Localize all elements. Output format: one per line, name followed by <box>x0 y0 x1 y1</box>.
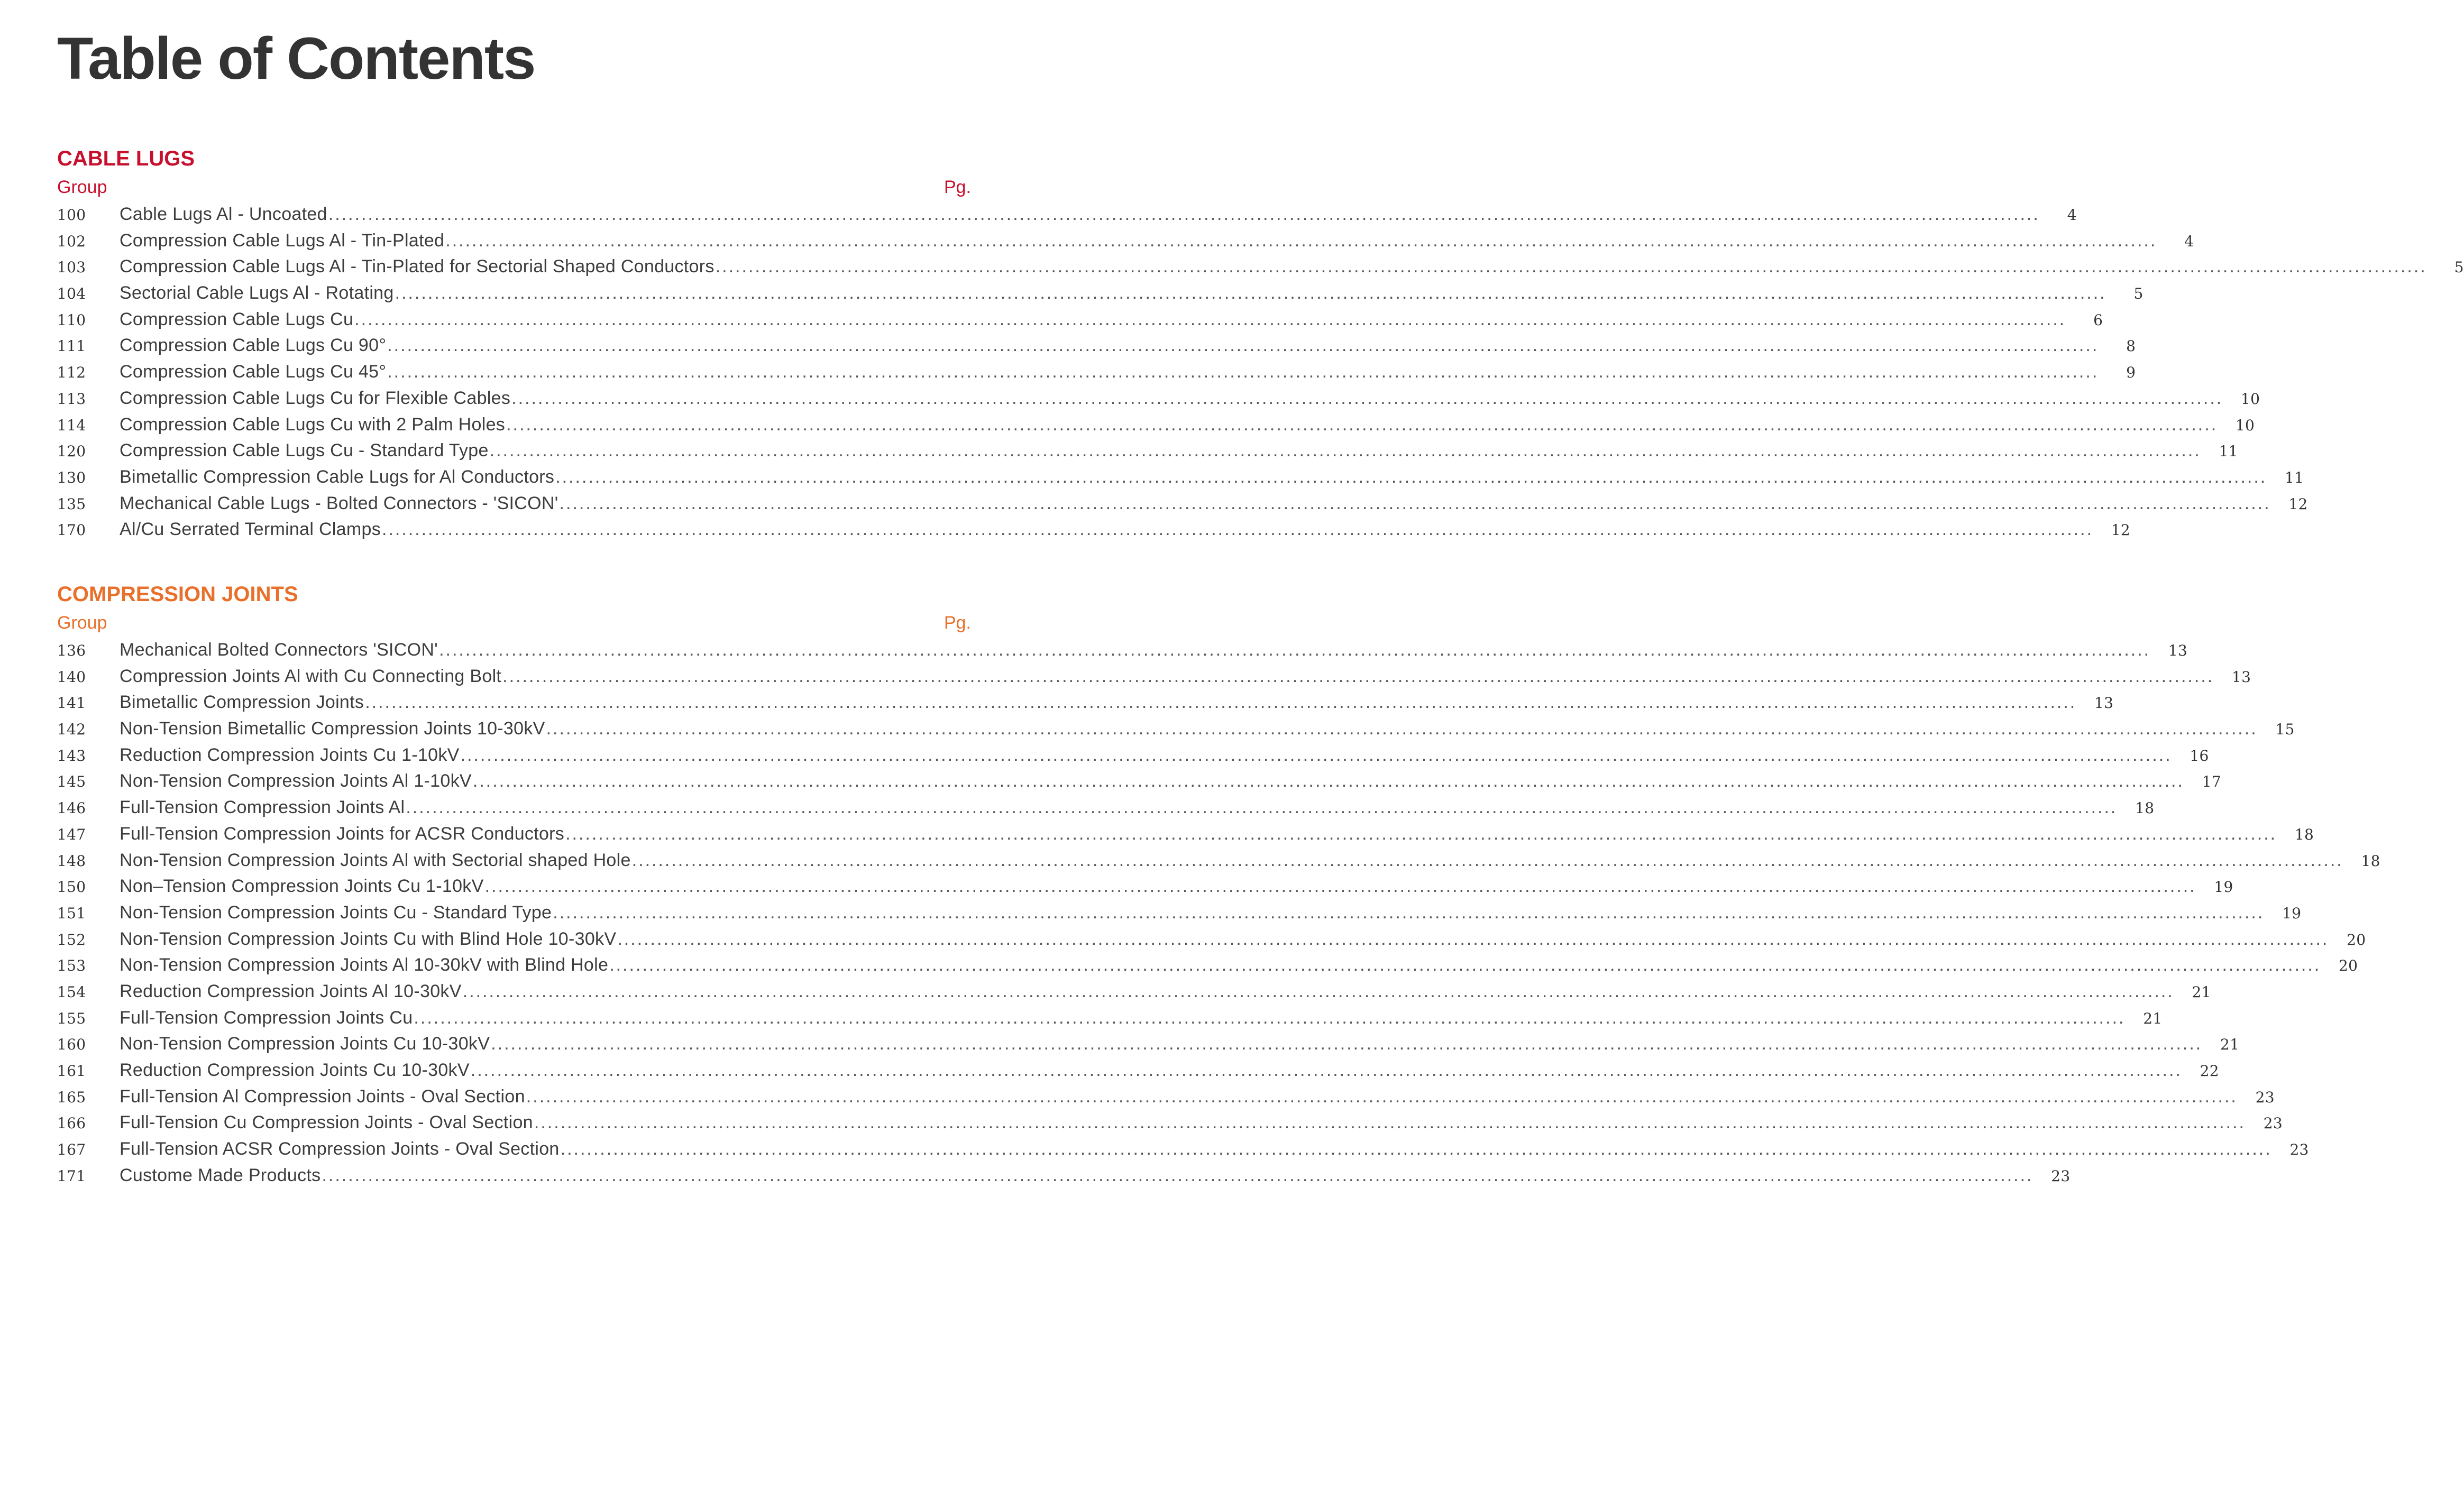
page-number: 17 <box>2202 773 2221 791</box>
entry-title[interactable]: Reduction Compression Joints Cu 10-30kV <box>120 1060 470 1080</box>
group-code: 154 <box>57 983 86 1001</box>
toc-entry[interactable] <box>57 359 2136 385</box>
group-code: 113 <box>57 390 86 408</box>
entry-title[interactable]: Compression Cable Lugs Cu 90° <box>120 335 387 356</box>
page-number: 23 <box>2051 1167 2071 1185</box>
entry-title[interactable]: Bimetallic Compression Joints <box>120 692 364 713</box>
page-number: 6 <box>2093 311 2103 329</box>
toc-entry[interactable] <box>57 637 2188 664</box>
toc-entry[interactable] <box>57 1163 2071 1189</box>
toc-entry[interactable] <box>57 821 2314 848</box>
group-code: 148 <box>57 852 86 870</box>
toc-list <box>57 201 2464 543</box>
dot-leader: .................................................................................................................................................................................................................................................................... <box>609 955 2321 975</box>
dot-leader: .................................................................................................................................................................................................................................................................... <box>555 466 2267 487</box>
dot-leader: .................................................................................................................................................................................................................................................................... <box>387 335 2099 356</box>
entry-title[interactable]: Non-Tension Compression Joints Al 1-10kV <box>120 771 472 791</box>
entry-title[interactable]: Compression Cable Lugs Al - Tin-Plated <box>120 230 445 251</box>
group-code: 103 <box>57 259 86 277</box>
entry-title[interactable]: Full-Tension Compression Joints for ACSR Conductors <box>120 823 565 844</box>
group-code: 114 <box>57 416 86 434</box>
group-code: 136 <box>57 642 86 659</box>
page-number: 12 <box>2288 495 2308 513</box>
page-number: 4 <box>2067 206 2077 224</box>
toc-entry[interactable] <box>57 517 2131 543</box>
group-code: 167 <box>57 1141 86 1159</box>
dot-leader: .................................................................................................................................................................................................................................................................... <box>511 388 2223 408</box>
dot-leader: .................................................................................................................................................................................................................................................................... <box>489 440 2201 461</box>
toc-entry[interactable] <box>57 228 2194 254</box>
toc-entry[interactable] <box>57 333 2136 359</box>
group-code: 112 <box>57 364 86 382</box>
entry-title[interactable]: Non-Tension Bimetallic Compression Joints 10-30kV <box>120 719 545 739</box>
page-number: 15 <box>2275 721 2295 739</box>
group-code: 135 <box>57 495 86 513</box>
toc-entry[interactable] <box>57 716 2295 742</box>
section-title: CABLE LUGS <box>57 147 195 170</box>
toc-entry[interactable] <box>57 1136 2309 1163</box>
toc-entry[interactable] <box>57 307 2103 333</box>
dot-leader: .................................................................................................................................................................................................................................................................... <box>502 666 2214 686</box>
page-number: 5 <box>2133 285 2144 303</box>
toc-entry[interactable] <box>57 952 2358 979</box>
entry-title[interactable]: Full-Tension Al Compression Joints - Oval Section <box>120 1086 525 1107</box>
page-number: 18 <box>2361 852 2380 870</box>
section-compression-joints <box>57 579 2380 1189</box>
group-code: 161 <box>57 1062 86 1080</box>
page-number: 23 <box>2255 1088 2275 1106</box>
dot-leader: .................................................................................................................................................................................................................................................................... <box>565 823 2277 844</box>
entry-title[interactable]: Non–Tension Compression Joints Cu 1-10kV <box>120 876 484 897</box>
entry-title[interactable]: Mechanical Cable Lugs - Bolted Connectors - 'SICON' <box>120 493 558 513</box>
group-code: 100 <box>57 206 86 224</box>
dot-leader: .................................................................................................................................................................................................................................................................... <box>406 797 2118 818</box>
page-number: 9 <box>2126 364 2136 382</box>
toc-entry[interactable] <box>57 1031 2240 1057</box>
group-code: 151 <box>57 904 86 922</box>
entry-title[interactable]: Reduction Compression Joints Al 10-30kV <box>120 981 462 1001</box>
page-number: 12 <box>2111 521 2131 539</box>
group-code: 160 <box>57 1036 86 1054</box>
dot-leader: .................................................................................................................................................................................................................................................................... <box>354 309 2066 329</box>
dot-leader: .................................................................................................................................................................................................................................................................... <box>534 1112 2246 1133</box>
page-number: 11 <box>2219 443 2238 461</box>
dot-leader: .................................................................................................................................................................................................................................................................... <box>484 876 2196 897</box>
dot-leader: .................................................................................................................................................................................................................................................................... <box>472 771 2184 791</box>
group-code: 143 <box>57 747 86 765</box>
dot-leader: .................................................................................................................................................................................................................................................................... <box>560 1139 2272 1159</box>
entry-title[interactable]: Full-Tension Compression Joints Al <box>120 797 405 818</box>
group-code: 155 <box>57 1009 86 1027</box>
group-code: 110 <box>57 311 86 329</box>
dot-leader: .................................................................................................................................................................................................................................................................... <box>462 981 2174 1001</box>
group-code: 120 <box>57 443 86 461</box>
page-number: 20 <box>2347 931 2366 948</box>
dot-leader: .................................................................................................................................................................................................................................................................... <box>322 1165 2034 1185</box>
group-code: 170 <box>57 521 86 539</box>
entry-title[interactable]: Al/Cu Serrated Terminal Clamps <box>120 519 381 540</box>
page-number: 13 <box>2231 668 2251 686</box>
page-number: 8 <box>2126 337 2136 355</box>
toc-entry[interactable] <box>57 1057 2219 1084</box>
group-code: 111 <box>57 337 86 355</box>
group-code: 140 <box>57 668 86 686</box>
dot-leader: .................................................................................................................................................................................................................................................................... <box>546 719 2258 739</box>
page-number: 16 <box>2190 747 2209 765</box>
group-code: 165 <box>57 1088 86 1106</box>
group-code: 130 <box>57 468 86 486</box>
page-number: 20 <box>2339 957 2358 975</box>
page-number: 21 <box>2192 983 2211 1001</box>
group-code: 150 <box>57 878 86 896</box>
toc-entry[interactable] <box>57 438 2238 464</box>
entry-title[interactable]: Non-Tension Compression Joints Cu - Standard Type <box>120 902 552 923</box>
page-number: 21 <box>2220 1036 2240 1054</box>
dot-leader: .................................................................................................................................................................................................................................................................... <box>439 640 2151 660</box>
entry-title[interactable]: Non-Tension Compression Joints Al with Sectorial shaped Hole <box>120 850 631 870</box>
dot-leader: .................................................................................................................................................................................................................................................................... <box>631 850 2343 870</box>
page-column-label: Pg. <box>944 613 971 633</box>
dot-leader: .................................................................................................................................................................................................................................................................... <box>526 1086 2238 1107</box>
entry-title[interactable]: Non-Tension Compression Joints Cu with Blind Hole 10-30kV <box>120 928 617 949</box>
dot-leader: .................................................................................................................................................................................................................................................................... <box>470 1060 2182 1080</box>
dot-leader: .................................................................................................................................................................................................................................................................... <box>553 902 2265 923</box>
page-title: Table of Contents <box>57 25 535 91</box>
entry-title[interactable]: Custome Made Products <box>120 1165 321 1185</box>
entry-title[interactable]: Non-Tension Compression Joints Cu 10-30kV <box>120 1034 490 1054</box>
toc-entry[interactable] <box>57 1084 2275 1110</box>
toc-entry[interactable] <box>57 464 2304 491</box>
group-code: 142 <box>57 721 86 739</box>
toc-entry[interactable] <box>57 873 2233 900</box>
toc-entry[interactable] <box>57 664 2251 690</box>
toc-entry[interactable] <box>57 491 2308 517</box>
toc-entry[interactable] <box>57 1110 2283 1136</box>
entry-title[interactable]: Cable Lugs Al - Uncoated <box>120 204 327 224</box>
entry-title[interactable]: Sectorial Cable Lugs Al - Rotating <box>120 283 394 303</box>
toc-entry[interactable] <box>57 900 2302 926</box>
entry-title[interactable]: Compression Cable Lugs Cu for Flexible Cables <box>120 388 511 408</box>
entry-title[interactable]: Mechanical Bolted Connectors 'SICON' <box>120 640 438 660</box>
page-number: 10 <box>2235 416 2255 434</box>
toc-entry[interactable] <box>57 280 2144 307</box>
toc-entry[interactable] <box>57 201 2077 228</box>
page-number: 13 <box>2094 694 2114 712</box>
toc-entry[interactable] <box>57 795 2155 821</box>
group-code: 141 <box>57 694 86 712</box>
toc-list <box>57 637 2380 1189</box>
toc-entry[interactable] <box>57 1005 2163 1031</box>
entry-title[interactable]: Compression Joints Al with Cu Connecting Bolt <box>120 666 502 686</box>
page-number: 19 <box>2282 904 2302 922</box>
page-number: 4 <box>2184 232 2194 250</box>
dot-leader: .................................................................................................................................................................................................................................................................... <box>365 692 2077 713</box>
entry-title[interactable]: Full-Tension Compression Joints Cu <box>120 1007 413 1028</box>
page-number: 5 <box>2454 259 2464 277</box>
group-code: 145 <box>57 773 86 791</box>
group-code: 153 <box>57 957 86 975</box>
toc-entry[interactable] <box>57 926 2366 953</box>
dot-leader: .................................................................................................................................................................................................................................................................... <box>617 928 2329 949</box>
entry-title[interactable]: Compression Cable Lugs Cu 45° <box>120 362 387 382</box>
group-code: 104 <box>57 285 86 303</box>
dot-leader: .................................................................................................................................................................................................................................................................... <box>414 1007 2126 1028</box>
dot-leader: .................................................................................................................................................................................................................................................................... <box>491 1034 2203 1054</box>
dot-leader: .................................................................................................................................................................................................................................................................... <box>559 493 2271 513</box>
column-header <box>57 174 971 200</box>
page-column-label: Pg. <box>944 177 971 197</box>
group-code: 152 <box>57 931 86 948</box>
toc-entry[interactable] <box>57 385 2260 412</box>
entry-title[interactable]: Compression Cable Lugs Cu <box>120 309 354 329</box>
dot-leader: .................................................................................................................................................................................................................................................................... <box>382 519 2094 540</box>
section-cable-lugs <box>57 144 2464 543</box>
group-column-label: Group <box>57 613 107 633</box>
entry-title[interactable]: Compression Cable Lugs Al - Tin-Plated for Sectorial Shaped Conductors <box>120 256 715 277</box>
group-code: 146 <box>57 799 86 817</box>
page-number: 19 <box>2214 878 2233 896</box>
entry-title[interactable]: Compression Cable Lugs Cu with 2 Palm Holes <box>120 414 506 435</box>
dot-leader: .................................................................................................................................................................................................................................................................... <box>395 283 2106 303</box>
page-number: 10 <box>2240 390 2260 408</box>
page-number: 23 <box>2263 1115 2283 1132</box>
page-number: 23 <box>2289 1141 2309 1159</box>
dot-leader: .................................................................................................................................................................................................................................................................... <box>328 204 2040 224</box>
entry-title[interactable]: Non-Tension Compression Joints Al 10-30kV with Blind Hole <box>120 955 609 975</box>
page-number: 13 <box>2168 642 2188 659</box>
entry-title[interactable]: Full-Tension Cu Compression Joints - Oval Section <box>120 1112 533 1133</box>
dot-leader: .................................................................................................................................................................................................................................................................... <box>506 414 2218 435</box>
column-header <box>57 610 971 636</box>
toc-entry[interactable] <box>57 689 2114 716</box>
group-code: 166 <box>57 1115 86 1132</box>
page-number: 21 <box>2143 1009 2163 1027</box>
toc-entry[interactable] <box>57 412 2255 438</box>
section-title: COMPRESSION JOINTS <box>57 583 298 606</box>
group-code: 102 <box>57 232 86 250</box>
entry-title[interactable]: Full-Tension ACSR Compression Joints - Oval Section <box>120 1139 560 1159</box>
page-number: 11 <box>2285 468 2304 486</box>
toc-entry[interactable] <box>57 742 2209 769</box>
dot-leader: .................................................................................................................................................................................................................................................................... <box>715 256 2427 277</box>
toc-entry[interactable] <box>57 768 2221 795</box>
group-code: 171 <box>57 1167 86 1185</box>
group-code: 147 <box>57 825 86 843</box>
dot-leader: .................................................................................................................................................................................................................................................................... <box>445 230 2157 251</box>
entry-title[interactable]: Compression Cable Lugs Cu - Standard Type <box>120 440 489 461</box>
dot-leader: .................................................................................................................................................................................................................................................................... <box>460 744 2172 765</box>
dot-leader: .................................................................................................................................................................................................................................................................... <box>387 362 2099 382</box>
page-number: 18 <box>2135 799 2155 817</box>
page-number: 18 <box>2294 825 2314 843</box>
toc-entry[interactable] <box>57 254 2464 280</box>
entry-title[interactable]: Reduction Compression Joints Cu 1-10kV <box>120 744 460 765</box>
page-number: 22 <box>2200 1062 2219 1080</box>
toc-entry[interactable] <box>57 848 2380 874</box>
toc-entry[interactable] <box>57 979 2211 1005</box>
entry-title[interactable]: Bimetallic Compression Cable Lugs for Al Conductors <box>120 466 555 487</box>
group-column-label: Group <box>57 177 107 197</box>
